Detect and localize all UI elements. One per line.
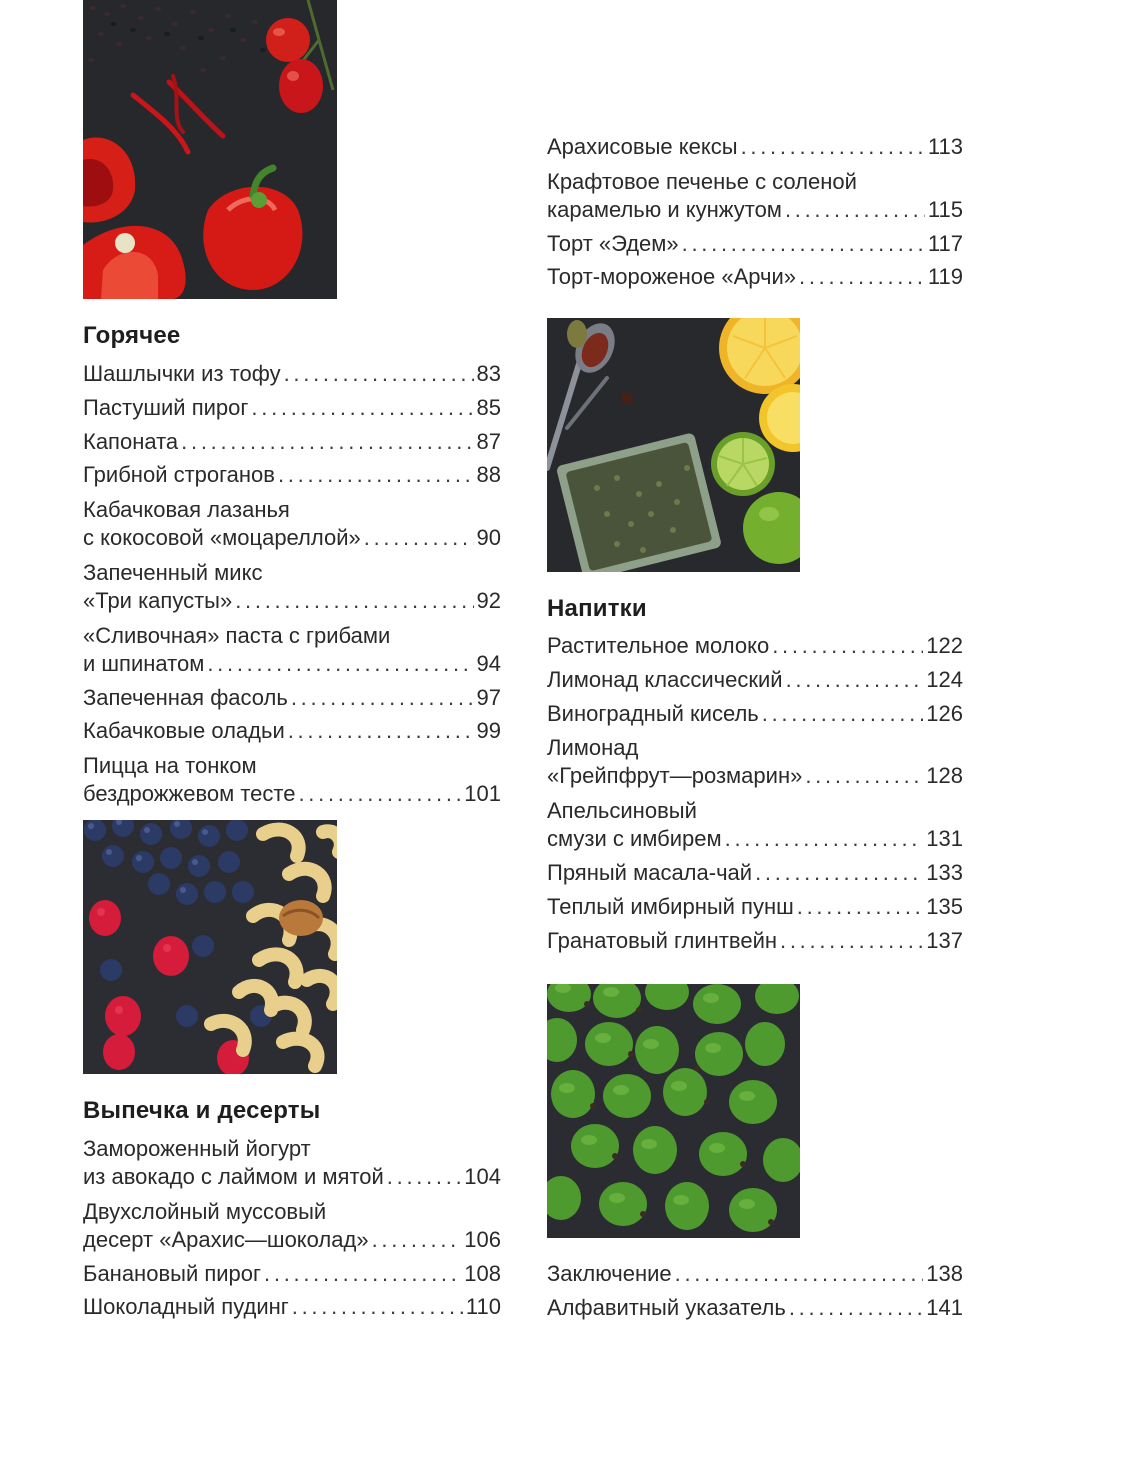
entry-title-line1: Апельсиновый — [547, 798, 697, 824]
toc-entry[interactable] — [547, 700, 963, 728]
page-number: 135 — [926, 893, 963, 919]
entry-title: Теплый имбирный пунш — [547, 893, 794, 919]
photo-feijoa — [547, 984, 800, 1238]
entry-title: Лимонад классический — [547, 666, 783, 692]
toc-entry[interactable] — [547, 230, 963, 258]
entry-title: и шпинатом — [83, 650, 205, 676]
dot-leader — [364, 524, 474, 552]
page-number: 131 — [926, 826, 963, 852]
dot-leader — [762, 700, 924, 728]
entry-title: бездрожжевом тесте — [83, 781, 296, 807]
page-number: 110 — [465, 1294, 501, 1320]
toc-entry[interactable] — [83, 717, 501, 745]
page-number: 113 — [927, 134, 963, 159]
page-number: 97 — [476, 684, 501, 710]
page-number: 119 — [927, 264, 963, 290]
page-number: 128 — [926, 763, 963, 789]
entry-title: Грибной строганов — [83, 462, 275, 488]
entry-title: карамелью и кунжутом — [547, 196, 782, 222]
page-number: 99 — [476, 718, 501, 744]
page-number: 106 — [464, 1226, 501, 1252]
dot-leader — [292, 1293, 463, 1321]
toc-entry[interactable] — [547, 1294, 963, 1322]
page-number: 88 — [476, 462, 501, 488]
dot-leader — [789, 1294, 923, 1322]
toc-entry[interactable] — [83, 684, 501, 712]
entry-title: Пастуший пирог — [83, 394, 249, 420]
toc-entry[interactable] — [547, 133, 963, 161]
entry-title: Заключение — [547, 1261, 672, 1286]
entry-title: Виноградный кисель — [547, 700, 759, 726]
dot-leader — [725, 825, 924, 853]
dot-leader — [682, 230, 925, 258]
page-number: 133 — [926, 859, 963, 885]
section-heading-hot: Горячее — [83, 322, 181, 349]
toc-entry[interactable] — [547, 859, 963, 887]
dot-leader — [755, 859, 923, 887]
entry-title: Торт-мороженое «Арчи» — [547, 264, 797, 290]
toc-list-baking — [83, 1134, 501, 1327]
toc-entry[interactable] — [547, 263, 963, 291]
page-number: 83 — [476, 361, 501, 386]
toc-entry[interactable] — [547, 893, 963, 921]
dot-leader — [284, 360, 474, 388]
dot-leader — [786, 666, 924, 694]
entry-title-line1: Пицца на тонком — [83, 753, 257, 779]
page-number: 137 — [926, 927, 963, 953]
dot-leader — [264, 1260, 461, 1288]
entry-title: Растительное молоко — [547, 633, 770, 658]
page-number: 101 — [464, 781, 501, 807]
dot-leader — [288, 717, 474, 745]
toc-entry[interactable] — [83, 428, 501, 456]
page-number: 87 — [476, 428, 501, 454]
entry-title-line1: Лимонад — [547, 735, 639, 761]
toc-entry[interactable] — [547, 167, 963, 224]
entry-title: «Грейпфрут—розмарин» — [547, 763, 803, 789]
toc-entry[interactable] — [83, 558, 501, 615]
page-number: 141 — [926, 1294, 963, 1320]
dot-leader — [181, 428, 473, 456]
toc-entry[interactable] — [547, 1260, 963, 1288]
toc-entry[interactable] — [547, 733, 963, 790]
toc-entry[interactable] — [547, 927, 963, 955]
toc-entry[interactable] — [547, 796, 963, 853]
page-number: 126 — [926, 700, 963, 726]
toc-list-drinks — [547, 632, 963, 960]
toc-list-baking-continued — [547, 133, 963, 297]
page-number: 115 — [927, 196, 963, 222]
entry-title: Кабачковые оладьи — [83, 718, 285, 744]
entry-title: Алфавитный указатель — [547, 1294, 786, 1320]
toc-entry[interactable] — [83, 1293, 501, 1321]
dot-leader — [298, 780, 461, 808]
entry-title-line1: «Сливочная» паста с грибами — [83, 622, 391, 648]
dot-leader — [741, 133, 925, 161]
toc-list-hot — [83, 360, 501, 814]
page-number: 108 — [464, 1260, 501, 1286]
page-number: 90 — [476, 525, 501, 551]
page-number: 117 — [927, 230, 963, 256]
entry-title: с кокосовой «моцареллой» — [83, 525, 361, 551]
page-number: 122 — [926, 633, 963, 658]
toc-list-final — [547, 1260, 963, 1328]
entry-title-line1: Кабачковая лазанья — [83, 497, 290, 523]
dot-leader — [235, 587, 473, 615]
dot-leader — [799, 263, 925, 291]
entry-title-line1: Замороженный йогурт — [83, 1136, 311, 1161]
entry-title: Шоколадный пудинг — [83, 1294, 289, 1320]
dot-leader — [785, 196, 925, 224]
entry-title: Запеченная фасоль — [83, 684, 288, 710]
entry-title: Шашлычки из тофу — [83, 361, 281, 386]
entry-title-line1: Запеченный микс — [83, 559, 263, 585]
entry-title: смузи с имбирем — [547, 826, 722, 852]
toc-entry[interactable] — [83, 621, 501, 678]
toc-entry[interactable] — [83, 360, 501, 388]
toc-entry[interactable] — [83, 394, 501, 422]
page-number: 124 — [926, 666, 963, 692]
dot-leader — [805, 762, 923, 790]
page-number: 104 — [464, 1164, 501, 1189]
page-number: 92 — [476, 587, 501, 613]
entry-title: Торт «Эдем» — [547, 230, 679, 256]
toc-entry[interactable] — [547, 632, 963, 660]
dot-leader — [675, 1260, 924, 1288]
section-heading-drinks: Напитки — [547, 595, 647, 622]
photo-peppers-tomatoes — [83, 0, 337, 299]
entry-title: Капоната — [83, 428, 179, 454]
toc-entry[interactable] — [83, 1260, 501, 1288]
dot-leader — [797, 893, 924, 921]
dot-leader — [207, 650, 473, 678]
toc-entry[interactable] — [83, 1197, 501, 1254]
page-number: 94 — [476, 650, 501, 676]
entry-title: Банановый пирог — [83, 1260, 262, 1286]
dot-leader — [372, 1226, 462, 1254]
toc-entry[interactable] — [83, 461, 501, 489]
entry-title: «Три капусты» — [83, 587, 233, 613]
entry-title: Гранатовый глинтвейн — [547, 927, 778, 953]
page-number: 85 — [476, 394, 501, 420]
dot-leader — [291, 684, 474, 712]
toc-entry[interactable] — [83, 1134, 501, 1191]
dot-leader — [387, 1163, 461, 1191]
dot-leader — [278, 461, 474, 489]
entry-title: десерт «Арахис—шоколад» — [83, 1226, 369, 1252]
toc-entry[interactable] — [547, 666, 963, 694]
photo-citrus-tea — [547, 318, 800, 572]
toc-entry[interactable] — [83, 495, 501, 552]
dot-leader — [780, 927, 923, 955]
section-heading-baking: Выпечка и десерты — [83, 1097, 321, 1124]
dot-leader — [772, 632, 923, 660]
page-number: 138 — [926, 1261, 963, 1286]
photo-berries-nuts — [83, 820, 337, 1074]
entry-title: из авокадо с лаймом и мятой — [83, 1164, 384, 1189]
dot-leader — [251, 394, 473, 422]
entry-title: Пряный масала-чай — [547, 859, 753, 885]
entry-title: Арахисовые кексы — [547, 134, 738, 159]
entry-title-line1: Крафтовое печенье с соленой — [547, 168, 857, 194]
entry-title-line1: Двухслойный муссовый — [83, 1198, 327, 1224]
toc-entry[interactable] — [83, 751, 501, 808]
